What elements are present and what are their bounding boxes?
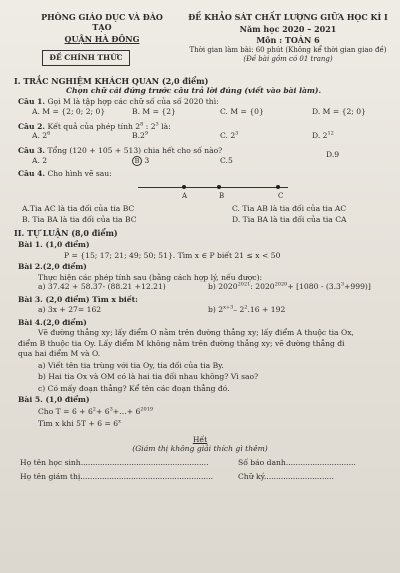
point-a-label: A: [182, 192, 188, 201]
exam-info-block: [178, 12, 398, 64]
signature-field: Chữ ký.............................: [238, 471, 334, 481]
question-4-label: Câu 4.: [18, 168, 46, 178]
exercise-2-parts: [10, 282, 390, 293]
q3-option-b-value: 3: [144, 155, 150, 165]
exercise-4-text1: Vẽ đường thẳng xy; lấy điểm O nằm trên đường thẳng xy; lấy điểm A thuộc tia Ox,: [38, 328, 354, 338]
q1-option-b: B. M = {2}: [132, 106, 176, 116]
exercise-5-find: [10, 419, 390, 428]
question-1-options: [10, 107, 390, 118]
exercise-2-label: [10, 262, 390, 271]
question-1: [10, 97, 390, 106]
question-4-options-row1: [10, 204, 390, 215]
candidate-number-field: Số báo danh.............................: [238, 457, 356, 467]
q2-option-a-exp: 6: [47, 130, 51, 137]
exercise-4-heading: Bài 4.(2,0 điểm): [18, 317, 87, 327]
q2-option-c-base: C. 2: [220, 131, 236, 141]
exercise-4a: a) Viết tên tia trùng với tia Oy, tia đối của tia By.: [38, 360, 224, 370]
exercise-5-find-text: Tìm x khi 5T + 6 = 6: [38, 419, 119, 429]
q2-option-d-base: D. 2: [312, 131, 328, 141]
exercise-3a: a) 3x + 27= 162: [38, 304, 102, 314]
exercise-4c: c) Có mấy đoạn thẳng? Kể tên các đoạn thẳng đó.: [38, 383, 230, 393]
q1-option-a: A. M = {2; 0; 2; 0}: [32, 106, 106, 116]
exercise-5-exp1: 2: [92, 406, 96, 413]
q2-option-c-exp: 3: [235, 130, 239, 137]
exercise-4-label: [10, 318, 390, 327]
department-name: PHÒNG GIÁO DỤC VÀ ĐÀO TẠO: [41, 12, 163, 32]
official-exam-box: ĐỀ CHÍNH THỨC: [42, 50, 130, 66]
end-text: Hết: [192, 434, 208, 444]
student-name-field: Họ tên học sinh.....................................................: [20, 457, 209, 467]
proctor-info-row: [10, 472, 390, 484]
exercise-3b-part2: – 2: [233, 304, 245, 314]
exercise-1-label: [10, 240, 390, 249]
exercise-2b-part1: b) 2020: [208, 282, 238, 292]
exercise-1-heading: Bài 1. (1,0 điểm): [18, 240, 90, 250]
q3-option-d: D.9: [326, 149, 340, 159]
exercise-4-text3: qua hai điểm M và O.: [18, 349, 101, 359]
question-2-text-post: là:: [161, 121, 171, 131]
exercise-1-text: P = {15; 17; 21; 49; 50; 51}. Tìm x ∈ P biết 21 ≤ x < 50: [64, 250, 281, 260]
q3-option-c: C.5: [220, 155, 233, 165]
exercise-5-exp3: 2019: [140, 406, 154, 413]
exercise-2b-part2: : 2020: [250, 282, 275, 292]
school-year: Năm học 2020 – 2021: [239, 24, 337, 34]
exercise-2b: [208, 282, 371, 291]
subject: Môn : TOÁN 6: [256, 35, 320, 45]
exercise-2-heading: Bài 2.(2,0 điểm): [18, 262, 87, 272]
exercise-5-given-part3: +…+ 6: [112, 406, 141, 416]
exercise-5-heading: Bài 5. (1,0 điểm): [18, 395, 90, 405]
proctor-name-field: Họ tên giám thị.......................................................: [20, 471, 214, 481]
q2-option-b-base: B.2: [132, 131, 145, 141]
exam-header: [10, 8, 390, 64]
question-2-expression: $2^8$ : $2^3$: [135, 121, 159, 131]
q2-option-b-exp: 9: [144, 130, 149, 137]
exercise-3b-part3: .16 + 192: [247, 304, 286, 314]
exercise-2b-exp1: 2021: [237, 281, 251, 288]
question-4-options-row2: [10, 215, 390, 226]
question-3-label: Câu 3.: [18, 146, 46, 156]
circled-answer-icon: B: [132, 156, 142, 166]
point-c-dot: [276, 185, 280, 189]
question-2-text-pre: Kết quả của phép tính: [47, 121, 133, 131]
point-a-dot: [182, 185, 186, 189]
page-count: (Đề bài gồm có 01 trang): [243, 54, 333, 63]
part2-title: II. TỰ LUẬN (8,0 điểm): [14, 228, 118, 239]
q1-option-c: C. M = {0}: [220, 106, 264, 116]
question-2-label: Câu 2.: [18, 121, 46, 131]
exercise-5-exp4: x: [118, 418, 121, 425]
district-name: QUẬN HÀ ĐÔNG: [64, 34, 140, 44]
exercise-2b-part3: + [1080 - (3.3: [287, 282, 341, 292]
exercise-3-heading: Bài 3. (2,0 điểm) Tìm x biết:: [18, 295, 138, 305]
exercise-2-text: Thực hiện các phép tính sau (bằng cách hợp lý, nếu được):: [38, 272, 263, 282]
exercise-5-label: [10, 395, 390, 404]
exam-time: Thời gian làm bài: 60 phút (Không kể thời gian giao đề): [189, 46, 387, 54]
question-1-text: Gọi M là tập hợp các chữ số của số 2020 thì:: [47, 97, 219, 107]
proctor-note: (Giám thị không giải thích gì thêm): [132, 444, 268, 454]
end-mark: [10, 435, 390, 444]
q4-option-a: A.Tia AC là tia đối của tia BC: [22, 204, 135, 214]
point-c-label: C: [278, 192, 284, 201]
exercise-3b-part1: b) 2: [208, 304, 224, 314]
question-4-text: Cho hình vẽ sau:: [47, 168, 112, 178]
exercise-5-given: [10, 407, 390, 416]
exam-title: ĐỀ KHẢO SÁT CHẤT LƯỢNG GIỮA HỌC KÌ I: [188, 12, 388, 22]
department-block: [32, 12, 172, 44]
q4-option-c: C. Tia AB là tia đối của tia AC: [232, 204, 347, 214]
question-1-label: Câu 1.: [18, 97, 46, 107]
q2-option-d: [312, 131, 334, 140]
exercise-5-exp2: 3: [109, 406, 113, 413]
point-b-dot: [217, 185, 221, 189]
q4-option-b: B. Tia BA là tia đối của tia BC: [22, 215, 137, 225]
part1-title: I. TRẮC NGHIỆM KHÁCH QUAN (2,0 điểm): [14, 76, 209, 86]
q3-option-b: [132, 156, 149, 166]
question-4: [10, 169, 390, 178]
q2-option-d-exp: 12: [327, 130, 334, 137]
q2-option-c: [220, 131, 238, 140]
exercise-3-parts: [10, 305, 390, 316]
exercise-5-given-part1: Cho T = 6 + 6: [38, 406, 93, 416]
q2-option-a: [32, 131, 50, 140]
student-info-row: [10, 458, 390, 470]
line-segment: [138, 187, 288, 188]
question-3-text: Tổng (120 + 105 + 513) chia hết cho số nào?: [47, 146, 223, 156]
exercise-2a: a) 37.42 + 58.37- (88.21 +12.21): [38, 282, 166, 292]
exercise-3b: [208, 305, 285, 314]
q2-option-a-base: A. 2: [32, 131, 48, 141]
part1-instruction: Chọn chữ cái đứng trước câu trả lời đúng (viết vào bài làm).: [66, 86, 322, 95]
exercise-5-given-part2: + 6: [95, 406, 110, 416]
exercise-3b-exp2: 2: [244, 304, 248, 311]
q1-option-d: D. M = {2; 0}: [312, 106, 366, 116]
exercise-2b-part4: +999)]: [344, 282, 371, 292]
point-b-label: B: [219, 192, 225, 201]
q2-option-b: [132, 131, 148, 140]
exercise-2b-exp3: 3: [340, 281, 345, 288]
line-diagram: [10, 178, 390, 204]
exercise-3-label: [10, 295, 390, 304]
exercise-3b-exp1: x+3: [223, 304, 234, 311]
exercise-2b-exp2: 2020: [274, 281, 288, 288]
question-2-options: [10, 131, 390, 142]
q3-option-a: A. 2: [32, 155, 48, 165]
q4-option-d: D. Tia BA là tia đối của tia CA: [232, 215, 347, 225]
exercise-4b: b) Hai tia Ox và OM có là hai tia đối nhau không? Vì sao?: [38, 372, 259, 382]
exercise-4-text2: điểm B thuộc tia Oy. Lấy điểm M không nằm trên đường thẳng xy; vẽ đường thẳng đi: [18, 338, 345, 348]
